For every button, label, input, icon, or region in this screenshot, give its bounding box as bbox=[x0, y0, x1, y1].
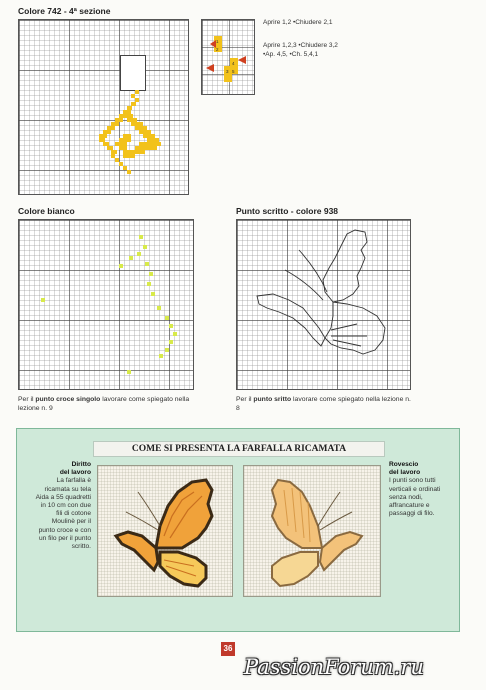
page-number: 36 bbox=[221, 642, 235, 656]
right-heading-1: Rovescio bbox=[389, 461, 419, 468]
backstitch-outline bbox=[237, 220, 412, 391]
section1-title: Colore 742 - 4ª sezione bbox=[18, 6, 111, 16]
presentation-panel bbox=[16, 428, 460, 632]
svg-text:3: 3 bbox=[226, 69, 229, 74]
right-description bbox=[389, 461, 449, 518]
butterfly-back-photo bbox=[243, 465, 381, 597]
svg-text:5: 5 bbox=[232, 69, 235, 74]
chart-grid-yellow bbox=[18, 19, 189, 195]
section3-caption: Per il punto sritto lavorare come spiegato nella lezione n. 8 bbox=[236, 396, 411, 412]
stitch-diagram-arrows bbox=[202, 20, 256, 96]
chart-grid-white bbox=[18, 219, 194, 390]
left-heading-1: Diritto bbox=[71, 461, 91, 468]
left-text: La farfalla è ricamata su tela Aida a 55 quadretti in 10 cm con due fili di cotone Moulinè per il punto croce e con un filo per il punto scritto. bbox=[35, 477, 91, 551]
svg-text:1: 1 bbox=[216, 39, 219, 44]
left-description bbox=[35, 461, 91, 551]
legend-line-1: Aprire 1,2 •Chiudere 2,1 bbox=[263, 19, 333, 26]
panel-banner: COME SI PRESENTA LA FARFALLA RICAMATA bbox=[93, 441, 385, 457]
left-heading-2: del lavoro bbox=[59, 469, 91, 477]
right-text: I punti sono tutti verticali e ordinati senza nodi, affrancature e passaggi di filo. bbox=[389, 477, 441, 518]
section3-title: Punto scritto - colore 938 bbox=[236, 206, 339, 216]
svg-text:4: 4 bbox=[232, 61, 235, 66]
butterfly-front-photo bbox=[97, 465, 233, 597]
white-stitch-pattern bbox=[19, 220, 195, 391]
section2-title: Colore bianco bbox=[18, 206, 75, 216]
legend-line-3: •Ap. 4,5, •Ch. 5,4,1 bbox=[263, 51, 319, 58]
section2-caption: Per il punto croce singolo lavorare come spiegato nella lezione n. 9 bbox=[18, 396, 190, 412]
yellow-stitch-pattern bbox=[19, 20, 190, 196]
chart-grid-backstitch bbox=[236, 219, 411, 390]
watermark: PassionForum.ru bbox=[244, 655, 424, 679]
legend-line-2: Aprire 1,2,3 •Chiudere 3,2 bbox=[263, 42, 338, 49]
stitch-diagram bbox=[201, 19, 255, 95]
right-heading-2: del lavoro bbox=[389, 469, 421, 477]
svg-text:2: 2 bbox=[216, 47, 219, 52]
